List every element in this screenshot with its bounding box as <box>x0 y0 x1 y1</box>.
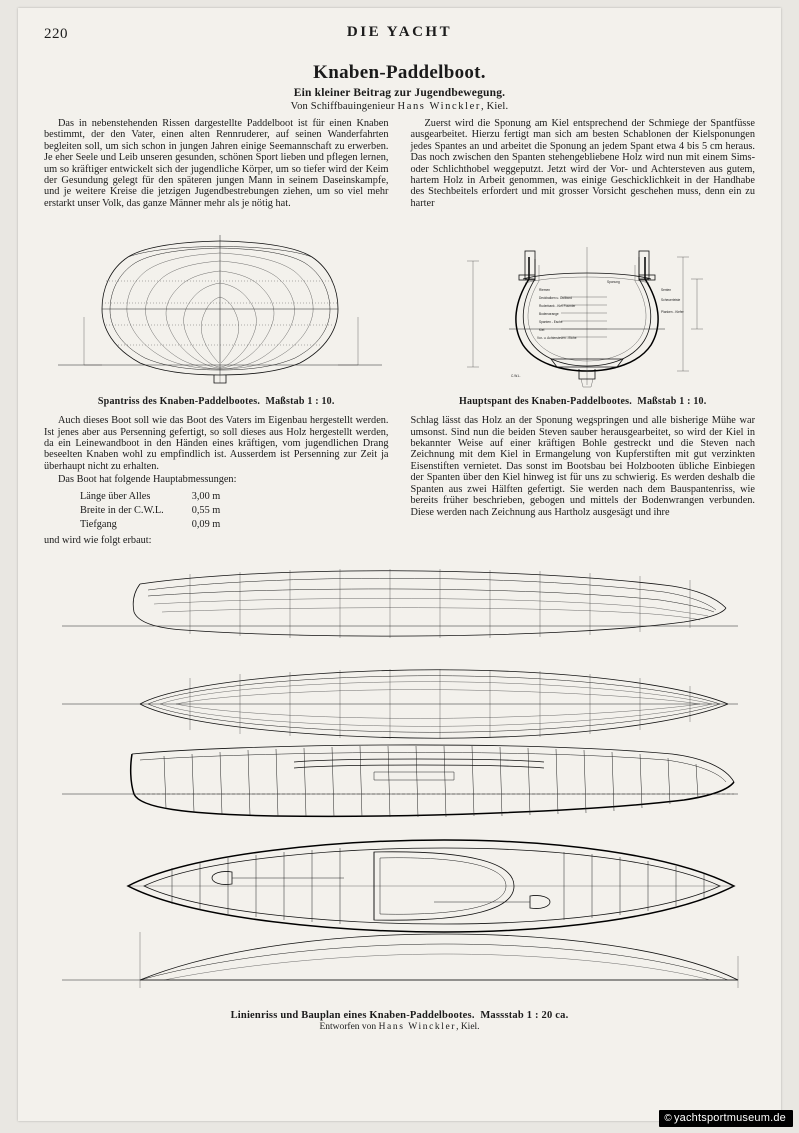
figure-caption-main: Hauptspant des Knaben-Paddelbootes. <box>459 396 632 408</box>
page-header <box>44 22 755 52</box>
annotation-sponung: Sponung <box>606 280 620 285</box>
annotation-cwl: C.W.L. <box>510 374 521 379</box>
table-row <box>46 519 220 531</box>
plan-author-prefix: Entworfen von <box>319 1022 379 1033</box>
scanned-page <box>18 8 781 1121</box>
left-column-mid <box>44 415 389 548</box>
spec-value: 0,09 m <box>191 518 221 530</box>
annotation-bodenwrange: Bodenwrange <box>538 312 559 317</box>
plan-caption-scale: Massstab 1 : 20 ca. <box>480 1010 569 1022</box>
lines-plan-drawing <box>44 556 755 1008</box>
annotation-planken: Planken - Kiefer <box>660 310 684 315</box>
plan-view-construction <box>62 745 738 817</box>
spantriss-drawing <box>44 217 396 392</box>
annotation-spanten: Spanten - Esche <box>538 320 563 325</box>
plan-view-deckplan <box>128 840 734 932</box>
byline-suffix: , Kiel. <box>480 101 509 112</box>
spec-value: 3,00 m <box>191 490 221 502</box>
article-title-block <box>44 62 755 112</box>
figure-spantriss <box>44 217 389 407</box>
paragraph: Zuerst wird die Sponung am Kiel entsprechend der Schmiege der Spantfüsse ausgearbeitet. Hierzu fertigt man sich am besten Schablonen der Kielsponungen jedes Spantes an und arbeitet die Sponung an jedem Spant etwa 4 bis 5 cm heraus. Das noch zwischen den Spanten stehengebliebene Holz wird nun mit einem Sims- oder Schlichthobel weggeputzt. Jetzt wird der Vor- und Achtersteven aus gutem, hartem Holz in Arbeit genommen, was einige Geschicklichkeit in der Handhabe des Stechbeitels erfordert und mit grosser Vorsicht geschehen muss, denn ein zu harter <box>410 118 755 209</box>
figure-caption-scale: Maßstab 1 : 10. <box>637 396 707 408</box>
figure-lines-plan <box>44 556 755 1033</box>
article-title: Knaben-Paddelboot. <box>313 62 486 83</box>
figures-row <box>44 217 755 407</box>
figure-hauptspant <box>411 217 756 407</box>
spec-value: 0,55 m <box>191 504 221 516</box>
running-title: DIE YACHT <box>346 24 453 40</box>
plan-caption-second <box>44 1022 755 1032</box>
byline-prefix: Von Schiffbauingenieur <box>290 101 398 112</box>
left-column-top <box>44 118 389 211</box>
annotation-scheuerleiste: Scheuerleiste <box>660 298 680 303</box>
right-column-top <box>411 118 756 211</box>
spec-label: Länge über Alles <box>80 490 151 502</box>
figure-caption <box>411 396 756 407</box>
plan-caption <box>44 1010 755 1021</box>
plan-view-sheer <box>62 569 738 638</box>
annotation-ruderbank: Ruderbank - Kiel Fournier <box>538 304 575 309</box>
spec-label: Breite in der C.W.L. <box>80 504 164 516</box>
spec-label: Tiefgang <box>80 518 117 530</box>
paragraph: Das in nebenstehenden Rissen dargestellte Paddelboot ist für einen Knaben bestimmt, der den Vater, einen alten Rennruderer, auf seinen Wanderfahrten begleiten soll, um sich schon in jungen Jahren einige Seemannschaft zu erwerben. Je eher Seele und Leib unseren gesunden, schönen Sport lieben und pflegen lernen, um so kräftiger entwickelt sich der jugendliche Körper, um so tiefer wird der Keim der Gesundung gelegt für den späteren jungen Mann in seinem Daseinskampfe, und je weitere Kreise die jetzigen Jugendbestrebungen ziehen, um so viel mehr erstarkt unser Volk, das ganze Männer mehr als je nötig hat. <box>44 118 389 209</box>
plan-view-halfbreadth <box>62 669 738 739</box>
paragraph: Schlag lässt das Holz an der Sponung wegspringen und alle bisherige Mühe war umsonst. Sind nun die beiden Steven sauber herausgearbeitet, so wird der Kiel in bekannter Weise auf einer kräftigen Bohle gestreckt und die Steven nach Zeichnung mit dem Kiel in Ermangelung von Kupferstiften mit gut verzinkten Eisenstiften vernietet. Das sonst im Bootsbau bei Holzbooten übliche Einbiegen der Spanten über den Kiel hinweg ist für uns zu schwierig. Es werden deshalb die Spanten aus zwei Hälften gefertigt. Sie werden nach dem Bauspantenriss, wie bereits früher beschrieben, gebogen und mittels der Bodenwrangen verbunden. Diese werden nach Zeichnung aus Hartholz ausgesägt und ihre <box>410 415 755 518</box>
plan-view-diagonals <box>62 932 738 988</box>
plan-author: Hans Winckler <box>378 1022 457 1033</box>
annotation-deckbalken: Deckbalken u. Dollbord <box>538 296 572 301</box>
annotation-kiel: Kiel <box>538 328 544 333</box>
top-text-columns <box>44 118 755 211</box>
annotation-steven: Vor- u. Achtersteven - Eiche <box>536 336 577 341</box>
page-number: 220 <box>44 26 68 42</box>
watermark-text: yachtsportmuseum.de <box>673 1112 786 1124</box>
page-content <box>44 22 755 1111</box>
right-column-mid <box>411 415 756 548</box>
table-row <box>46 491 220 503</box>
article-subtitle: Ein kleiner Beitrag zur Jugendbewegung. <box>293 87 506 99</box>
copyright-symbol: © <box>664 1113 672 1124</box>
byline-author: Hans Winckler <box>397 101 481 112</box>
figure-caption-main: Spantriss des Knaben-Paddelbootes. <box>97 396 261 408</box>
paragraph: und wird wie folgt erbaut: <box>44 534 152 546</box>
hauptspant-drawing <box>411 217 763 392</box>
watermark <box>659 1110 793 1127</box>
plan-author-suffix: , Kiel. <box>456 1022 480 1033</box>
annotation-riemen: Riemen <box>538 288 550 293</box>
table-row <box>46 505 220 517</box>
paragraph: Auch dieses Boot soll wie das Boot des Vaters im Eigenbau hergestellt werden. Ist jenes aber aus Persenning gefertigt, so soll dieses aus Holz hergestellt werden, da ein Leinewandboot in den Händen eines kräftigen, vom jugendlichen Drang beseelten Knaben wohl zu empfindlich ist. Ausserdem ist Persenning zur Zeit ja überhaupt nicht zu erhalten. <box>44 415 389 472</box>
paragraph: Das Boot hat folgende Hauptabmessungen: <box>58 474 237 486</box>
specifications-table <box>44 489 222 533</box>
article-byline <box>44 101 755 112</box>
mid-text-columns <box>44 415 755 548</box>
plan-caption-main: Linienriss und Bauplan eines Knaben-Paddelbootes. <box>230 1010 475 1022</box>
annotation-senten: Senten <box>660 288 671 293</box>
figure-caption-scale: Maßstab 1 : 10. <box>265 396 335 408</box>
figure-caption <box>44 396 389 407</box>
